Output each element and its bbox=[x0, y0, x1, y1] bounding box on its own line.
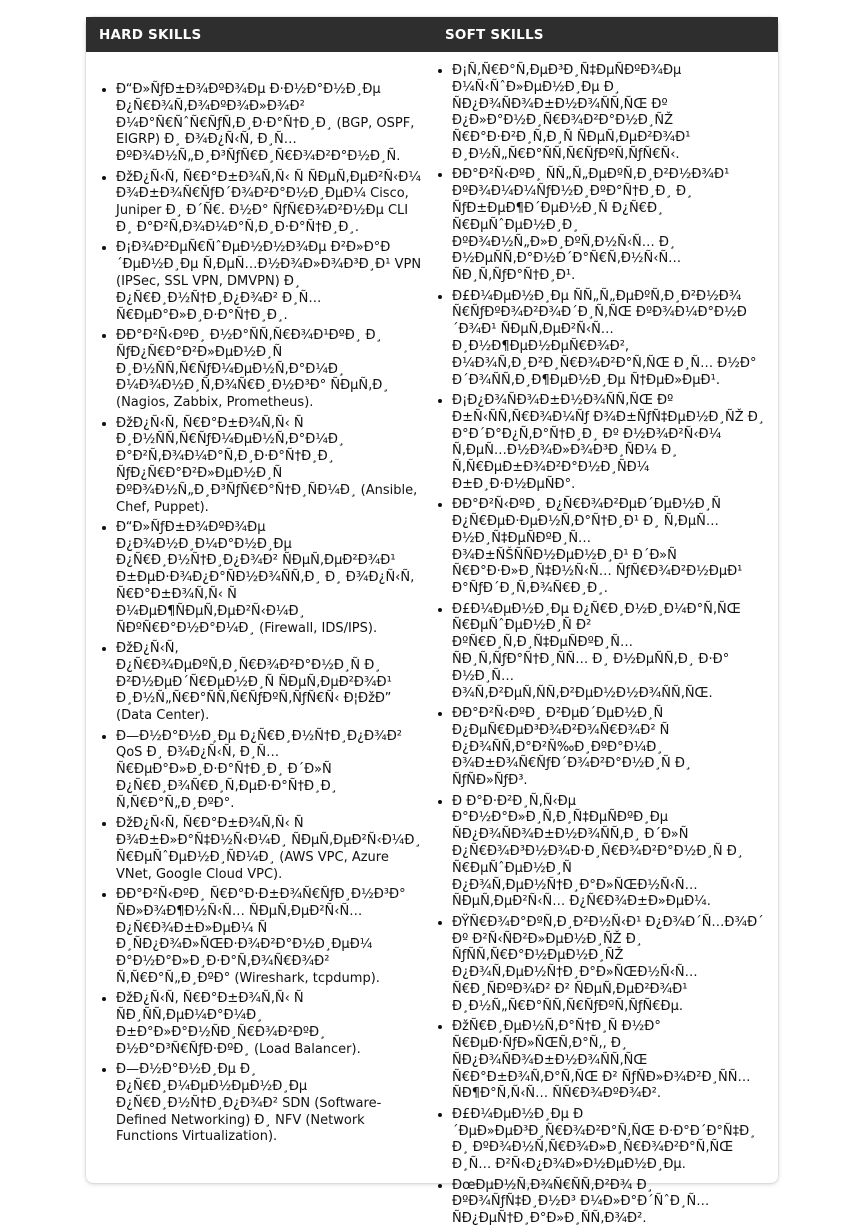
hard-skills-list bbox=[86, 52, 432, 1146]
hard-skill-item: • ÐÐ°Ð²Ñ‹ÐºÐ¸ Ð½Ð°ÑÑ‚Ñ€Ð¾Ð¹ÐºÐ¸ Ð¸ ÑƒÐ¿Ñ€Ð°Ð²Ð»ÐµÐ½Ð¸Ñ Ð¸Ð½ÑÑ‚Ñ€ÑƒÐ¼ÐµÐ½Ñ‚Ð°Ð¼Ð¸ Ð¼Ð¾Ð½Ð¸Ñ‚Ð¾Ñ€Ð¸Ð½Ð³Ð° ÑÐµÑ‚Ð¸ (Nagios, Zabbix, Prometheus). bbox=[116, 328, 424, 412]
hard-skill-item: • ÐÐ°Ð²Ñ‹ÐºÐ¸ Ñ€Ð°Ð·Ð±Ð¾Ñ€ÑƒÐ¸Ð½Ð³Ð° ÑÐ»Ð¾Ð¶Ð½Ñ‹Ñ… ÑÐµÑ‚ÐµÐ²Ñ‹Ñ… Ð¿Ñ€Ð¾Ð±Ð»ÐµÐ¼ Ñ Ð¸ÑÐ¿Ð¾Ð»ÑŒÐ·Ð¾Ð²Ð°Ð½Ð¸ÐµÐ¼ Ð°Ð½Ð°Ð»Ð¸Ð·Ð°Ñ‚Ð¾Ñ€Ð¾Ð² Ñ‚Ñ€Ð°Ñ„Ð¸ÐºÐ° (Wireshark, tcpdump). bbox=[116, 887, 424, 988]
soft-skill-item: • ÐÐ°Ð²Ñ‹ÐºÐ¸ Ð²ÐµÐ´ÐµÐ½Ð¸Ñ Ð¿ÐµÑ€ÐµÐ³Ð¾Ð²Ð¾Ñ€Ð¾Ð² Ñ Ð¿Ð¾ÑÑ‚Ð°Ð²Ñ‰Ð¸ÐºÐ°Ð¼Ð¸ Ð¾Ð±Ð¾Ñ€ÑƒÐ´Ð¾Ð²Ð°Ð½Ð¸Ñ Ð¸ ÑƒÑÐ»ÑƒÐ³. bbox=[452, 706, 766, 790]
soft-skills-heading: SOFT SKILLS bbox=[445, 26, 544, 43]
skills-card bbox=[86, 17, 778, 1227]
soft-skill-item: • ÐžÑ€Ð¸ÐµÐ½Ñ‚Ð°Ñ†Ð¸Ñ Ð½Ð° Ñ€ÐµÐ·ÑƒÐ»ÑŒÑ‚Ð°Ñ‚, Ð¸ ÑÐ¿Ð¾ÑÐ¾Ð±Ð½Ð¾ÑÑ‚ÑŒ Ñ€Ð°Ð±Ð¾Ñ‚Ð°Ñ‚ÑŒ Ð² ÑƒÑÐ»Ð¾Ð²Ð¸ÑÑ… ÑÐ¶Ð°Ñ‚Ñ‹Ñ… ÑÑ€Ð¾ÐºÐ¾Ð². bbox=[452, 1019, 766, 1103]
hard-skill-item: • ÐžÐ¿Ñ‹Ñ‚ Ñ€Ð°Ð±Ð¾Ñ‚Ñ‹ Ñ Ð¾Ð±Ð»Ð°Ñ‡Ð½Ñ‹Ð¼Ð¸ ÑÐµÑ‚ÐµÐ²Ñ‹Ð¼Ð¸ Ñ€ÐµÑˆÐµÐ½Ð¸ÑÐ¼Ð¸ (AWS VPC, Azure VNet, Google Cloud VPC). bbox=[116, 816, 424, 883]
hard-skill-item: • Ð“Ð»ÑƒÐ±Ð¾ÐºÐ¾Ðµ Ð·Ð½Ð°Ð½Ð¸Ðµ Ð¿Ñ€Ð¾Ñ‚Ð¾ÐºÐ¾Ð»Ð¾Ð² Ð¼Ð°Ñ€ÑˆÑ€ÑƒÑ‚Ð¸Ð·Ð°Ñ†Ð¸Ð¸ (BGP, OSPF, EIGRP) Ð¸ Ð¾Ð¿Ñ‹Ñ‚ Ð¸Ñ… ÐºÐ¾Ð½Ñ„Ð¸Ð³ÑƒÑ€Ð¸Ñ€Ð¾Ð²Ð°Ð½Ð¸Ñ. bbox=[116, 82, 424, 166]
hard-skill-item: • Ð—Ð½Ð°Ð½Ð¸Ðµ Ð¸ Ð¿Ñ€Ð¸Ð¼ÐµÐ½ÐµÐ½Ð¸Ðµ Ð¿Ñ€Ð¸Ð½Ñ†Ð¸Ð¿Ð¾Ð² SDN (Software-Defined Networking) Ð¸ NFV (Network Functions Virtualization). bbox=[116, 1062, 424, 1146]
soft-skill-item: • Ð¡Ð¿Ð¾ÑÐ¾Ð±Ð½Ð¾ÑÑ‚ÑŒ Ðº Ð±Ñ‹ÑÑ‚Ñ€Ð¾Ð¼Ñƒ Ð¾Ð±ÑƒÑ‡ÐµÐ½Ð¸ÑŽ Ð¸ Ð°Ð´Ð°Ð¿Ñ‚Ð°Ñ†Ð¸Ð¸ Ðº Ð½Ð¾Ð²Ñ‹Ð¼ Ñ‚ÐµÑ…Ð½Ð¾Ð»Ð¾Ð³Ð¸ÑÐ¼ Ð¸ Ñ‚Ñ€ÐµÐ±Ð¾Ð²Ð°Ð½Ð¸ÑÐ¼ Ð±Ð¸Ð·Ð½ÐµÑÐ°. bbox=[452, 393, 766, 494]
hard-skills-column bbox=[86, 52, 432, 1232]
soft-skill-item: • Ð Ð°Ð·Ð²Ð¸Ñ‚Ñ‹Ðµ Ð°Ð½Ð°Ð»Ð¸Ñ‚Ð¸Ñ‡ÐµÑÐºÐ¸Ðµ ÑÐ¿Ð¾ÑÐ¾Ð±Ð½Ð¾ÑÑ‚Ð¸ Ð´Ð»Ñ Ð¿Ñ€Ð¾Ð³Ð½Ð¾Ð·Ð¸Ñ€Ð¾Ð²Ð°Ð½Ð¸Ñ Ð¸ Ñ€ÐµÑˆÐµÐ½Ð¸Ñ Ð¿Ð¾Ñ‚ÐµÐ½Ñ†Ð¸Ð°Ð»ÑŒÐ½Ñ‹Ñ… ÑÐµÑ‚ÐµÐ²Ñ‹Ñ… Ð¿Ñ€Ð¾Ð±Ð»ÐµÐ¼. bbox=[452, 794, 766, 912]
hard-skill-item: • ÐžÐ¿Ñ‹Ñ‚ Ñ€Ð°Ð±Ð¾Ñ‚Ñ‹ Ñ Ð¸Ð½ÑÑ‚Ñ€ÑƒÐ¼ÐµÐ½Ñ‚Ð°Ð¼Ð¸ Ð°Ð²Ñ‚Ð¾Ð¼Ð°Ñ‚Ð¸Ð·Ð°Ñ†Ð¸Ð¸ ÑƒÐ¿Ñ€Ð°Ð²Ð»ÐµÐ½Ð¸Ñ ÐºÐ¾Ð½Ñ„Ð¸Ð³ÑƒÑ€Ð°Ñ†Ð¸ÑÐ¼Ð¸ (Ansible, Chef, Puppet). bbox=[116, 416, 424, 517]
soft-skill-item: • ÐÐ°Ð²Ñ‹ÐºÐ¸ Ð¿Ñ€Ð¾Ð²ÐµÐ´ÐµÐ½Ð¸Ñ Ð¿Ñ€ÐµÐ·ÐµÐ½Ñ‚Ð°Ñ†Ð¸Ð¹ Ð¸ Ñ‚ÐµÑ…Ð½Ð¸Ñ‡ÐµÑÐºÐ¸Ñ… Ð¾Ð±ÑŠÑÑÐ½ÐµÐ½Ð¸Ð¹ Ð´Ð»Ñ Ñ€Ð°Ð·Ð»Ð¸Ñ‡Ð½Ñ‹Ñ… ÑƒÑ€Ð¾Ð²Ð½ÐµÐ¹ Ð°ÑƒÐ´Ð¸Ñ‚Ð¾Ñ€Ð¸Ð¸. bbox=[452, 497, 766, 598]
soft-skill-item: • ÐœÐµÐ½Ñ‚Ð¾Ñ€ÑÑ‚Ð²Ð¾ Ð¸ ÐºÐ¾ÑƒÑ‡Ð¸Ð½Ð³ Ð¼Ð»Ð°Ð´ÑˆÐ¸Ñ… ÑÐ¿ÐµÑ†Ð¸Ð°Ð»Ð¸ÑÑ‚Ð¾Ð². bbox=[452, 1178, 766, 1228]
skills-header-row bbox=[86, 17, 778, 52]
soft-skill-item: • Ð£Ð¼ÐµÐ½Ð¸Ðµ Ð¿Ñ€Ð¸Ð½Ð¸Ð¼Ð°Ñ‚ÑŒ Ñ€ÐµÑˆÐµÐ½Ð¸Ñ Ð² ÐºÑ€Ð¸Ñ‚Ð¸Ñ‡ÐµÑÐºÐ¸Ñ… ÑÐ¸Ñ‚ÑƒÐ°Ñ†Ð¸ÑÑ… Ð¸ Ð½ÐµÑÑ‚Ð¸ Ð·Ð° Ð½Ð¸Ñ… Ð¾Ñ‚Ð²ÐµÑ‚ÑÑ‚Ð²ÐµÐ½Ð½Ð¾ÑÑ‚ÑŒ. bbox=[452, 602, 766, 703]
soft-skill-item: • Ð¡Ñ‚Ñ€Ð°Ñ‚ÐµÐ³Ð¸Ñ‡ÐµÑÐºÐ¾Ðµ Ð¼Ñ‹ÑˆÐ»ÐµÐ½Ð¸Ðµ Ð¸ ÑÐ¿Ð¾ÑÐ¾Ð±Ð½Ð¾ÑÑ‚ÑŒ Ðº Ð¿Ð»Ð°Ð½Ð¸Ñ€Ð¾Ð²Ð°Ð½Ð¸ÑŽ Ñ€Ð°Ð·Ð²Ð¸Ñ‚Ð¸Ñ ÑÐµÑ‚ÐµÐ²Ð¾Ð¹ Ð¸Ð½Ñ„Ñ€Ð°ÑÑ‚Ñ€ÑƒÐºÑ‚ÑƒÑ€Ñ‹. bbox=[452, 63, 766, 164]
soft-skill-item: • ÐÐ°Ð²Ñ‹ÐºÐ¸ ÑÑ„Ñ„ÐµÐºÑ‚Ð¸Ð²Ð½Ð¾Ð¹ ÐºÐ¾Ð¼Ð¼ÑƒÐ½Ð¸ÐºÐ°Ñ†Ð¸Ð¸ Ð¸ ÑƒÐ±ÐµÐ¶Ð´ÐµÐ½Ð¸Ñ Ð¿Ñ€Ð¸ Ñ€ÐµÑˆÐµÐ½Ð¸Ð¸ ÐºÐ¾Ð½Ñ„Ð»Ð¸ÐºÑ‚Ð½Ñ‹Ñ… Ð¸ Ð½ÐµÑÑ‚Ð°Ð½Ð´Ð°Ñ€Ñ‚Ð½Ñ‹Ñ… ÑÐ¸Ñ‚ÑƒÐ°Ñ†Ð¸Ð¹. bbox=[452, 167, 766, 285]
soft-skills-list bbox=[432, 52, 778, 1228]
hard-skill-item: • ÐžÐ¿Ñ‹Ñ‚ Ð¿Ñ€Ð¾ÐµÐºÑ‚Ð¸Ñ€Ð¾Ð²Ð°Ð½Ð¸Ñ Ð¸ Ð²Ð½ÐµÐ´Ñ€ÐµÐ½Ð¸Ñ ÑÐµÑ‚ÐµÐ²Ð¾Ð¹ Ð¸Ð½Ñ„Ñ€Ð°ÑÑ‚Ñ€ÑƒÐºÑ‚ÑƒÑ€Ñ‹ Ð¦ÐžÐ” (Data Center). bbox=[116, 641, 424, 725]
soft-skill-item: • ÐŸÑ€Ð¾Ð°ÐºÑ‚Ð¸Ð²Ð½Ñ‹Ð¹ Ð¿Ð¾Ð´Ñ…Ð¾Ð´ Ðº Ð²Ñ‹ÑÐ²Ð»ÐµÐ½Ð¸ÑŽ Ð¸ ÑƒÑÑ‚Ñ€Ð°Ð½ÐµÐ½Ð¸ÑŽ Ð¿Ð¾Ñ‚ÐµÐ½Ñ†Ð¸Ð°Ð»ÑŒÐ½Ñ‹Ñ… Ñ€Ð¸ÑÐºÐ¾Ð² Ð² ÑÐµÑ‚ÐµÐ²Ð¾Ð¹ Ð¸Ð½Ñ„Ñ€Ð°ÑÑ‚Ñ€ÑƒÐºÑ‚ÑƒÑ€Ðµ. bbox=[452, 915, 766, 1016]
hard-skill-item: • Ð“Ð»ÑƒÐ±Ð¾ÐºÐ¾Ðµ Ð¿Ð¾Ð½Ð¸Ð¼Ð°Ð½Ð¸Ðµ Ð¿Ñ€Ð¸Ð½Ñ†Ð¸Ð¿Ð¾Ð² ÑÐµÑ‚ÐµÐ²Ð¾Ð¹ Ð±ÐµÐ·Ð¾Ð¿Ð°ÑÐ½Ð¾ÑÑ‚Ð¸ Ð¸ Ð¾Ð¿Ñ‹Ñ‚ Ñ€Ð°Ð±Ð¾Ñ‚Ñ‹ Ñ Ð¼ÐµÐ¶ÑÐµÑ‚ÐµÐ²Ñ‹Ð¼Ð¸ ÑÐºÑ€Ð°Ð½Ð°Ð¼Ð¸ (Firewall, IDS/IPS). bbox=[116, 520, 424, 638]
soft-skills-column bbox=[432, 52, 778, 1232]
soft-skill-item: • Ð£Ð¼ÐµÐ½Ð¸Ðµ ÑÑ„Ñ„ÐµÐºÑ‚Ð¸Ð²Ð½Ð¾ Ñ€ÑƒÐºÐ¾Ð²Ð¾Ð´Ð¸Ñ‚ÑŒ ÐºÐ¾Ð¼Ð°Ð½Ð´Ð¾Ð¹ ÑÐµÑ‚ÐµÐ²Ñ‹Ñ… Ð¸Ð½Ð¶ÐµÐ½ÐµÑ€Ð¾Ð², Ð¼Ð¾Ñ‚Ð¸Ð²Ð¸Ñ€Ð¾Ð²Ð°Ñ‚ÑŒ Ð¸Ñ… Ð½Ð° Ð´Ð¾ÑÑ‚Ð¸Ð¶ÐµÐ½Ð¸Ðµ Ñ†ÐµÐ»ÐµÐ¹. bbox=[452, 289, 766, 390]
hard-skill-item: • Ð—Ð½Ð°Ð½Ð¸Ðµ Ð¿Ñ€Ð¸Ð½Ñ†Ð¸Ð¿Ð¾Ð² QoS Ð¸ Ð¾Ð¿Ñ‹Ñ‚ Ð¸Ñ… Ñ€ÐµÐ°Ð»Ð¸Ð·Ð°Ñ†Ð¸Ð¸ Ð´Ð»Ñ Ð¿Ñ€Ð¸Ð¾Ñ€Ð¸Ñ‚ÐµÐ·Ð°Ñ†Ð¸Ð¸ Ñ‚Ñ€Ð°Ñ„Ð¸ÐºÐ°. bbox=[116, 729, 424, 813]
hard-skills-heading: HARD SKILLS bbox=[99, 26, 202, 43]
soft-skill-item: • Ð£Ð¼ÐµÐ½Ð¸Ðµ Ð´ÐµÐ»ÐµÐ³Ð¸Ñ€Ð¾Ð²Ð°Ñ‚ÑŒ Ð·Ð°Ð´Ð°Ñ‡Ð¸ Ð¸ ÐºÐ¾Ð½Ñ‚Ñ€Ð¾Ð»Ð¸Ñ€Ð¾Ð²Ð°Ñ‚ÑŒ Ð¸Ñ… Ð²Ñ‹Ð¿Ð¾Ð»Ð½ÐµÐ½Ð¸Ðµ. bbox=[452, 1107, 766, 1174]
skills-columns bbox=[86, 52, 778, 1232]
hard-skill-item: • ÐžÐ¿Ñ‹Ñ‚ Ñ€Ð°Ð±Ð¾Ñ‚Ñ‹ Ñ ÑÐµÑ‚ÐµÐ²Ñ‹Ð¼ Ð¾Ð±Ð¾Ñ€ÑƒÐ´Ð¾Ð²Ð°Ð½Ð¸ÐµÐ¼ Cisco, Juniper Ð¸ Ð´Ñ€. Ð½Ð° ÑƒÑ€Ð¾Ð²Ð½Ðµ CLI Ð¸ Ð°Ð²Ñ‚Ð¾Ð¼Ð°Ñ‚Ð¸Ð·Ð°Ñ†Ð¸Ð¸. bbox=[116, 170, 424, 237]
hard-skill-item: • Ð¡Ð¾Ð²ÐµÑ€ÑˆÐµÐ½Ð½Ð¾Ðµ Ð²Ð»Ð°Ð´ÐµÐ½Ð¸Ðµ Ñ‚ÐµÑ…Ð½Ð¾Ð»Ð¾Ð³Ð¸Ð¹ VPN (IPSec, SSL VPN, DMVPN) Ð¸ Ð¿Ñ€Ð¸Ð½Ñ†Ð¸Ð¿Ð¾Ð² Ð¸Ñ… Ñ€ÐµÐ°Ð»Ð¸Ð·Ð°Ñ†Ð¸Ð¸. bbox=[116, 240, 424, 324]
hard-skill-item: • ÐžÐ¿Ñ‹Ñ‚ Ñ€Ð°Ð±Ð¾Ñ‚Ñ‹ Ñ ÑÐ¸ÑÑ‚ÐµÐ¼Ð°Ð¼Ð¸ Ð±Ð°Ð»Ð°Ð½ÑÐ¸Ñ€Ð¾Ð²ÐºÐ¸ Ð½Ð°Ð³Ñ€ÑƒÐ·ÐºÐ¸ (Load Balancer). bbox=[116, 991, 424, 1058]
